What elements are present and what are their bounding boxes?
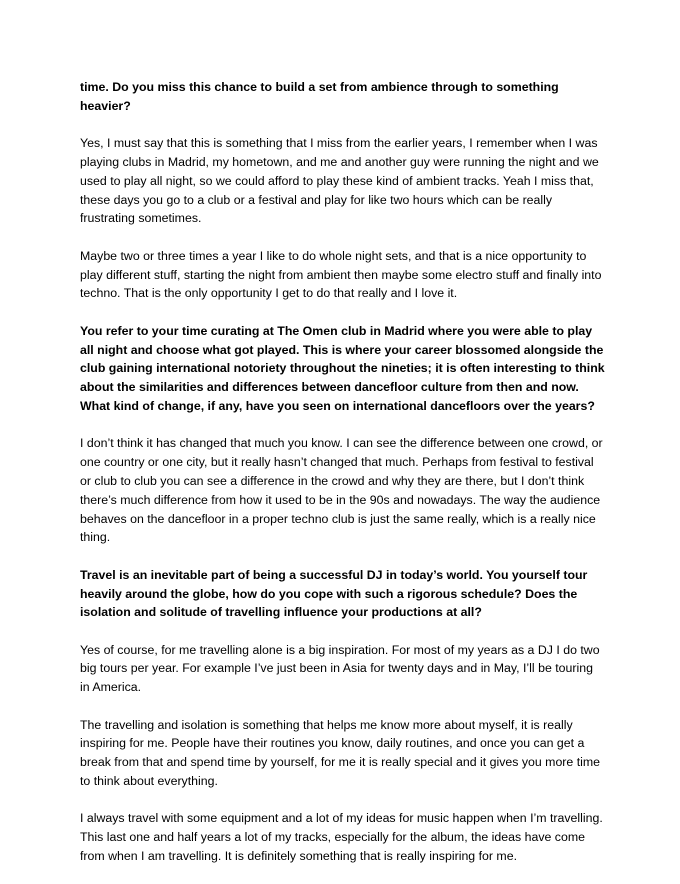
question-paragraph: You refer to your time curating at The Omen club in Madrid where you were able to play all night and choose what got played. This is where your career blossomed alongside the club gaining international notoriety throughout the nineties; it is often interesting to think about the similarities and differences between dancefloor culture from then and now. What kind of change, if any, have you seen on international dancefloors over the years? xyxy=(80,323,605,413)
answer-paragraph: The travelling and isolation is something that helps me know more about myself, it is really inspiring for me. People have their routines you know, daily routines, and once you can get a break from that and spend time by yourself, for me it is really special and it gives you more time to think about everything. xyxy=(80,717,601,789)
question-paragraph: time. Do you miss this chance to build a set from ambience through to something heavier? xyxy=(80,80,559,113)
answer-paragraph: Maybe two or three times a year I like to do whole night sets, and that is a nice opportunity to play different stuff, starting the night from ambient then maybe some electro stuff and finally into techno. That is the only opportunity I get to do that really and I love it. xyxy=(80,248,602,301)
answer-paragraph: Yes of course, for me travelling alone is a big inspiration. For most of my years as a DJ I do two big tours per year. For example I’ve just been in Asia for twenty days and in May, I’ll be touring in America. xyxy=(80,642,600,695)
document-page xyxy=(80,78,605,884)
question-paragraph: Travel is an inevitable part of being a successful DJ in today’s world. You yourself tour heavily around the globe, how do you cope with such a rigorous schedule? Does the isolation and solitude of travelling influence your productions at all? xyxy=(80,567,588,620)
answer-paragraph: I don’t think it has changed that much you know. I can see the difference between one crowd, or one country or one city, but it really hasn’t changed that much. Perhaps from festival to festival or club to club you can see a difference in the crowd and why they are there, but I don’t think there’s much difference from how it used to be in the 90s and nowadays. The way the audience behaves on the dancefloor in a proper techno club is just the same really, which is a really nice thing. xyxy=(80,436,603,545)
answer-paragraph: Yes, I must say that this is something that I miss from the earlier years, I remember when I was playing clubs in Madrid, my hometown, and me and another guy were running the night and we used to play all night, so we could afford to play these kind of ambient tracks. Yeah I miss that, these days you go to a club or a festival and play for like two hours which can be really frustrating sometimes. xyxy=(80,136,599,226)
answer-paragraph: I always travel with some equipment and a lot of my ideas for music happen when I’m travelling. This last one and half years a lot of my tracks, especially for the album, the ideas have come from when I am travelling. It is definitely something that is really inspiring for me. xyxy=(80,811,603,864)
